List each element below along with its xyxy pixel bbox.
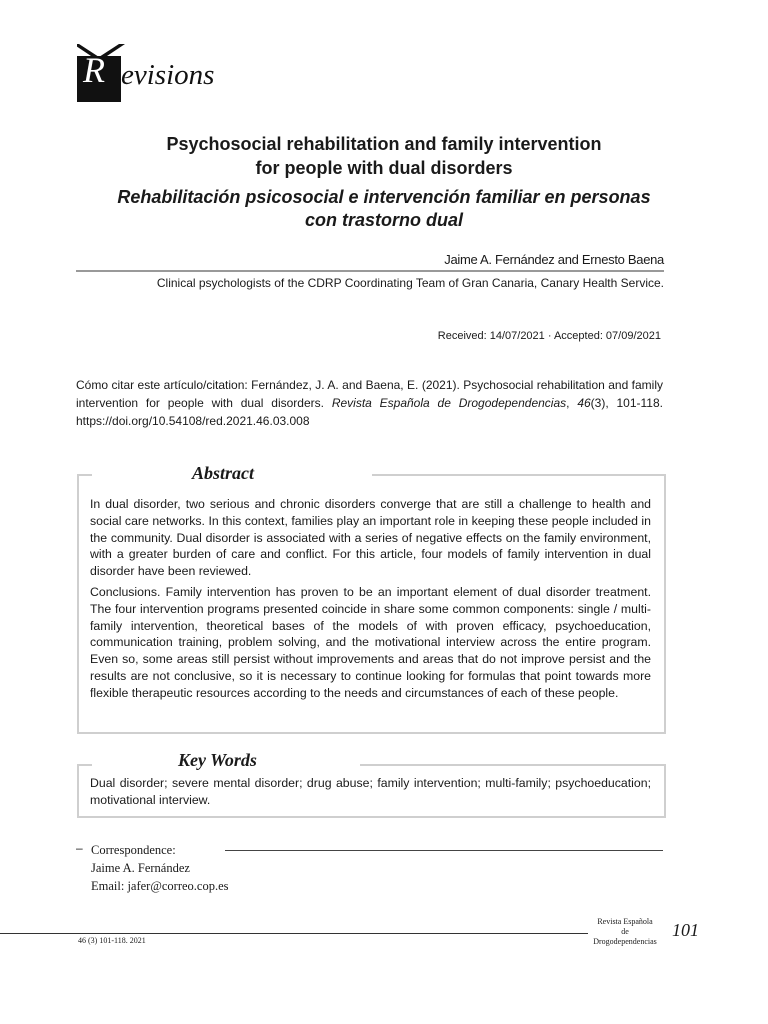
correspondence-email: Email: jafer@correo.cop.es [91,879,229,893]
citation-volume: 46 [577,396,591,410]
affiliation: Clinical psychologists of the CDRP Coordinating Team of Gran Canaria, Canary Health Service. [156,276,664,290]
abstract-heading: Abstract [186,463,260,484]
footer-rule [0,933,588,934]
title-spanish-line1: Rehabilitación psicosocial e intervención familiar en personas [117,187,651,207]
footer-journal [590,917,660,947]
keywords-heading: Key Words [172,750,263,771]
citation-text-a: Fernández, J. A. and Baena, E. (2021). Psychosocial rehabilitation and family intervention for people with dual disorders. [76,378,664,410]
received-accepted-dates: Received: 14/07/2021 · Accepted: 07/09/2021 [437,330,661,342]
keywords-text: Dual disorder; severe mental disorder; drug abuse; family intervention; multi-family; psychoeducation; motivational interview. [90,776,651,807]
title-spanish-line2: con trastorno dual [304,210,463,230]
page-number: 101 [672,920,699,940]
footer-journal-line3: Drogodependencias [593,937,657,946]
title-english-line1: Psychosocial rehabilitation and family intervention [166,134,602,154]
footer-issue: 46 (3) 101-118. 2021 [78,936,146,945]
authors: Jaime A. Fernández and Ernesto Baena [444,252,664,267]
article-title-english [0,132,768,180]
correspondence-dash: – [76,841,83,855]
section-title: evisions [121,59,215,91]
correspondence [91,841,229,895]
footer-journal-line2: de [621,927,629,936]
abstract-text [90,496,651,706]
footer-journal-line1: Revista Española [597,917,653,926]
citation-text-b: (3), 101-118. https://doi.org/10.54108/red.2021.46.03.008 [76,396,663,428]
correspondence-name: Jaime A. Fernández [91,861,190,875]
authors-divider [76,270,664,272]
citation-label: Cómo citar este artículo/citation: [76,378,248,392]
title-english-line2: for people with dual disorders [255,158,513,178]
citation [76,376,663,430]
correspondence-rule [225,850,663,851]
section-logo [77,42,257,104]
correspondence-label: Correspondence: [91,843,176,857]
citation-journal: Revista Española de Drogodependencias [331,396,567,410]
abstract-paragraph-2: Conclusions. Family intervention has proven to be an important element of dual disorder treatment. The four intervention programs presented coincide in share some common components: single / multi-family intervention, theoretical bases of the models of with proven efficacy, psychoeducation, communication training, problem solving, and the motivational interview across the entire program. Even so, some areas still persist without improvements and areas that do not improve persist and the results are not conclusive, so it is necessary to continue looking for formulas that point towards more flexible therapeutic resources according to the needs and circumstances of each of these people. [90,584,651,700]
section-initial: R [83,50,105,90]
abstract-paragraph-1: In dual disorder, two serious and chronic disorders converge that are still a challenge to health and social care networks. In this context, families play an important role in keeping these people included in the community. Dual disorder is associated with a series of negative effects on the family environment, with a greater burden of care and conflict. For this article, four models of family intervention in dual disorder have been reviewed. [90,497,651,579]
article-title-spanish [0,186,768,232]
citation-comma: , [566,396,578,410]
